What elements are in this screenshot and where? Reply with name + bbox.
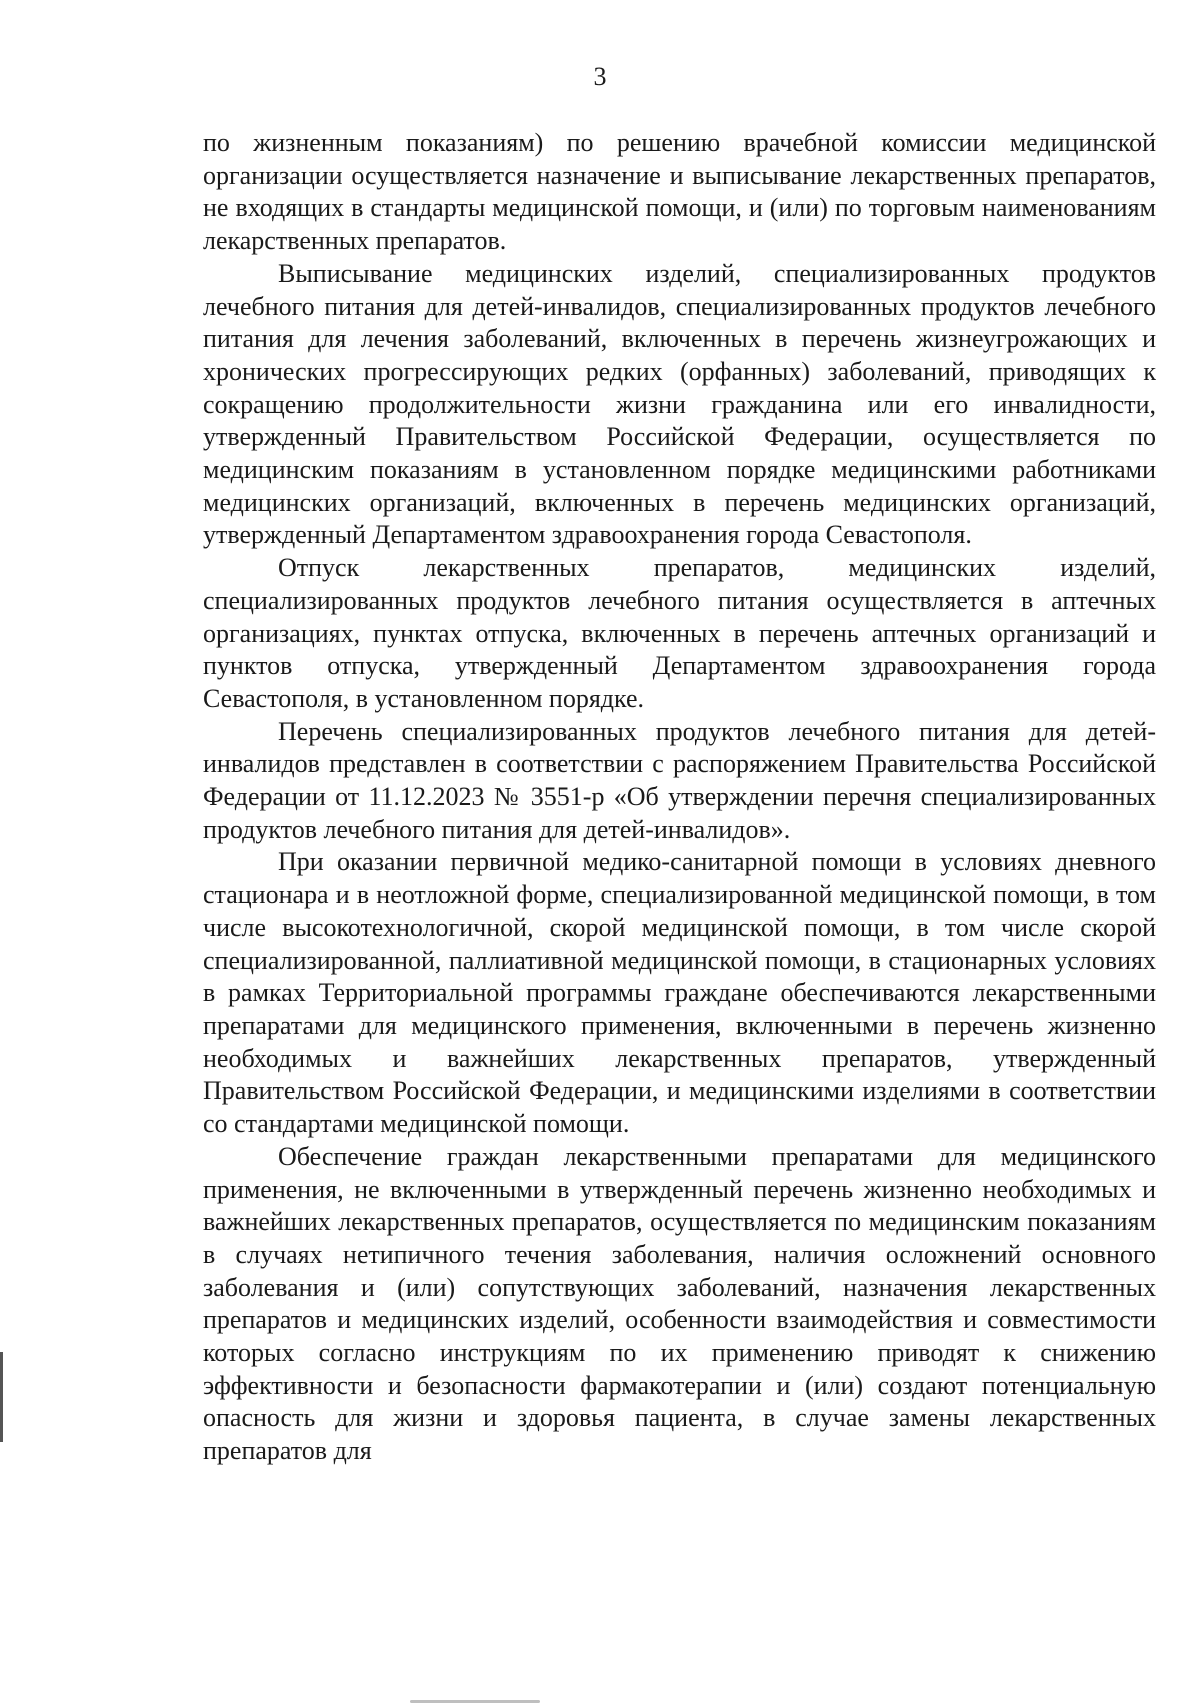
paragraph: При оказании первичной медико-санитарной помощи в условиях дневного стационара и в неотложной форме, специализированной медицинской помощи, в том числе высокотехнологичной, скорой медицинской помощи, в том числе скорой специализированной, паллиативной медицинской помощи, в стационарных условиях в рамках Территориальной программы граждане обеспечиваются лекарственными препаратами для медицинского применения, включенными в перечень жизненно необходимых и важнейших лекарственных препаратов, утвержденный Правительством Российской Федерации, и медицинскими изделиями в соответствии со стандартами медицинской помощи. — [203, 847, 1156, 1139]
page-number: 3 — [593, 62, 607, 91]
paragraph: Перечень специализированных продуктов лечебного питания для детей-инвалидов представлен в соответствии с распоряжением Правительства Российской Федерации от 11.12.2023 № 3551-р «Об утверждении перечня специализированных продуктов лечебного питания для детей-инвалидов». — [203, 716, 1156, 844]
paragraph: Обеспечение граждан лекарственными препаратами для медицинского применения, не включенными в утвержденный перечень жизненно необходимых и важнейших лекарственных препаратов, осуществляется по медицинским показаниям в случаях нетипичного течения заболевания, наличия осложнений основного заболевания и (или) сопутствующих заболеваний, назначения лекарственных препаратов и медицинских изделий, особенности взаимодействия и совместимости которых согласно инструкциям по их применению приводят к снижению эффективности и безопасности фармакотерапии и (или) создают потенциальную опасность для жизни и здоровья пациента, в случае замены лекарственных препаратов для — [203, 1141, 1156, 1466]
paragraph: Отпуск лекарственных препаратов, медицинских изделий, специализированных продуктов лечебного питания осуществляется в аптечных организациях, пунктах отпуска, включенных в перечень аптечных организаций и пунктов отпуска, утвержденный Департаментом здравоохранения города Севастополя, в установленном порядке. — [203, 553, 1156, 713]
scan-edge-mark — [0, 1352, 3, 1442]
paragraph: Выписывание медицинских изделий, специализированных продуктов лечебного питания для детей-инвалидов, специализированных продуктов лечебного питания для лечения заболеваний, включенных в перечень жизнеугрожающих и хронических прогрессирующих редких (орфанных) заболеваний, приводящих к сокращению продолжительности жизни гражданина или его инвалидности, утвержденный Правительством Российской Федерации, осуществляется по медицинским показаниям в установленном порядке медицинскими работниками медицинских организаций, включенных в перечень медицинских организаций, утвержденный Департаментом здравоохранения города Севастополя. — [203, 258, 1156, 550]
document-body — [203, 127, 1156, 1468]
scan-bottom-mark — [410, 1700, 540, 1703]
paragraph: по жизненным показаниям) по решению врачебной комиссии медицинской организации осуществляется назначение и выписывание лекарственных препаратов, не входящих в стандарты медицинской помощи, и (или) по торговым наименованиям лекарственных препаратов. — [203, 128, 1156, 256]
